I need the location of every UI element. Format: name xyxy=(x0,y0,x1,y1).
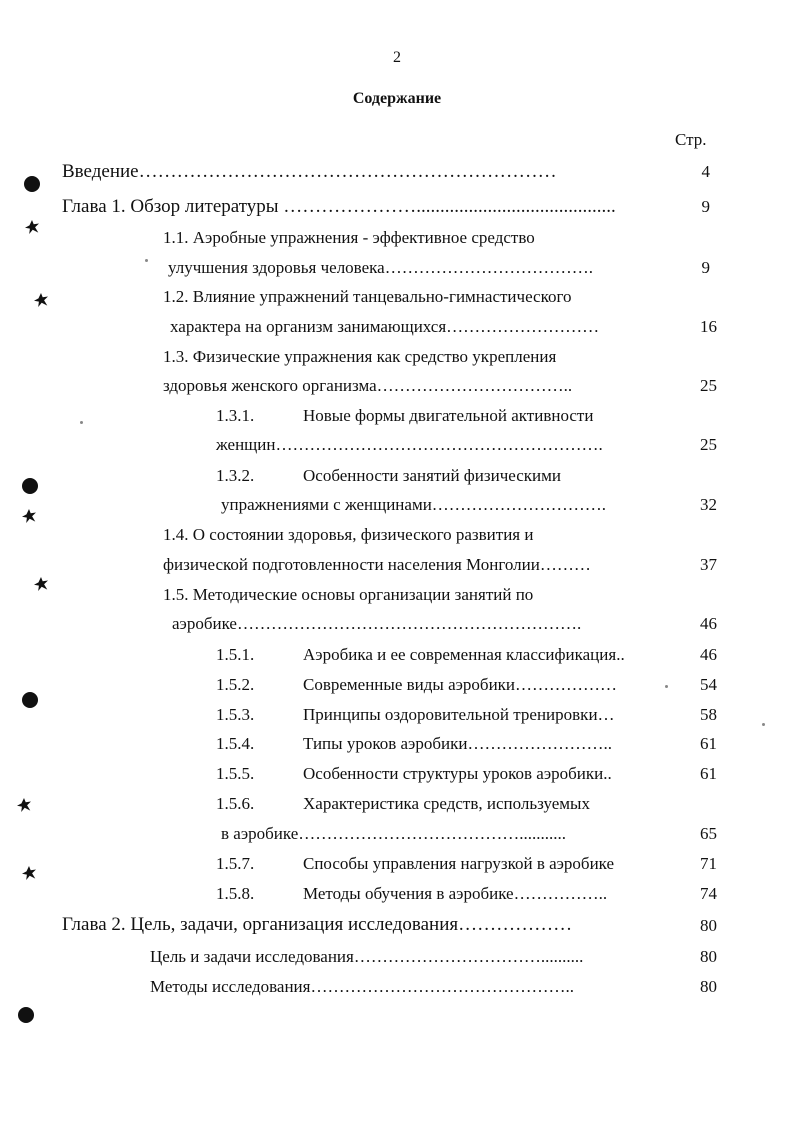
toc-entry-page: 25 xyxy=(700,376,717,395)
toc-entry-text: женщин…………………………………………………. xyxy=(216,435,603,454)
toc-entry-text: характера на организм занимающихся……………………… xyxy=(170,317,600,336)
page-number: 2 xyxy=(393,49,401,66)
toc-entry-text: Способы управления нагрузкой в аэробике xyxy=(303,854,615,873)
toc-entry-page: 80 xyxy=(700,947,717,966)
toc-entry-page: 46 xyxy=(700,645,717,664)
toc-entry-text: Глава 1. Обзор литературы ………………….......................................... xyxy=(62,196,616,217)
toc-entry-page: 25 xyxy=(700,435,717,454)
toc-entry-text: физической подготовленности населения Монголии……… xyxy=(163,555,591,574)
toc-entry-number: 1.5.1. xyxy=(216,645,255,664)
scan-blot-mark xyxy=(34,293,48,307)
toc-entry-text: Глава 2. Цель, задачи, организация исследования……………… xyxy=(62,914,573,935)
toc-entry-text: Методы обучения в аэробике…………….. xyxy=(303,884,608,903)
toc-entry-page: 54 xyxy=(700,675,717,694)
toc-entry-text: 1.5. Методические основы организации занятий по xyxy=(163,585,534,604)
toc-entry-page: 9 xyxy=(701,258,710,277)
toc-entry-text: Принципы оздоровительной тренировки… xyxy=(303,705,615,724)
toc-entry-text: Цель и задачи исследования…………………………….......... xyxy=(150,947,584,966)
toc-entry-text: Характеристика средств, используемых xyxy=(303,794,590,813)
scan-speck xyxy=(665,685,668,688)
toc-entry-number: 1.3.1. xyxy=(216,406,255,425)
toc-entry-page: 9 xyxy=(701,197,710,216)
toc-entry-text: Введение………………………………………………………… xyxy=(62,161,557,182)
punch-hole-mark xyxy=(22,478,38,494)
toc-entry-text: 1.4. О состоянии здоровья, физического развития и xyxy=(163,525,534,544)
toc-entry-page: 16 xyxy=(700,317,717,336)
punch-hole-mark xyxy=(24,176,40,192)
punch-hole-mark xyxy=(18,1007,34,1023)
toc-entry-page: 65 xyxy=(700,824,717,843)
scan-speck xyxy=(80,421,83,424)
toc-entry-text: аэробике……………………………………………………. xyxy=(172,614,582,633)
toc-entry-text: 1.3. Физические упражнения как средство укрепления xyxy=(163,347,557,366)
toc-entry-number: 1.5.4. xyxy=(216,734,255,753)
toc-entry-text: упражнениями с женщинами…………………………. xyxy=(221,495,607,514)
toc-entry-text: 1.1. Аэробные упражнения - эффективное средство xyxy=(163,228,535,247)
toc-entry-text: здоровья женского организма…………………………….. xyxy=(163,376,573,395)
toc-entry-number: 1.5.3. xyxy=(216,705,255,724)
scan-blot-mark xyxy=(34,577,48,591)
toc-entry-page: 46 xyxy=(700,614,717,633)
scan-speck xyxy=(762,723,765,726)
toc-entry-page: 4 xyxy=(701,162,710,181)
toc-entry-page: 71 xyxy=(700,854,717,873)
toc-entry-page: 74 xyxy=(700,884,717,903)
scan-speck xyxy=(145,259,148,262)
scan-blot-mark xyxy=(17,798,31,812)
toc-entry-text: Новые формы двигательной активности xyxy=(303,406,594,425)
toc-entry-page: 37 xyxy=(700,555,717,574)
toc-entry-text: Особенности структуры уроков аэробики.. xyxy=(303,764,612,783)
toc-entry-page: 61 xyxy=(700,734,717,753)
toc-entry-page: 61 xyxy=(700,764,717,783)
toc-entry-number: 1.5.8. xyxy=(216,884,255,903)
punch-hole-mark xyxy=(22,692,38,708)
toc-entry-text: 1.2. Влияние упражнений танцевально-гимнастического xyxy=(163,287,572,306)
toc-entry-page: 80 xyxy=(700,977,717,996)
toc-entry-number: 1.5.7. xyxy=(216,854,255,873)
toc-entry-number: 1.5.2. xyxy=(216,675,255,694)
toc-entry-page: 32 xyxy=(700,495,717,514)
scan-blot-mark xyxy=(25,220,39,234)
toc-entry-text: Особенности занятий физическими xyxy=(303,466,561,485)
toc-entry-page: 58 xyxy=(700,705,717,724)
toc-entry-text: Аэробика и ее современная классификация.. xyxy=(303,645,625,664)
toc-entry-number: 1.5.6. xyxy=(216,794,255,813)
toc-entry-text: улучшения здоровья человека………………………………. xyxy=(168,258,593,277)
toc-entry-text: Современные виды аэробики……………… xyxy=(303,675,618,694)
toc-entry-number: 1.5.5. xyxy=(216,764,255,783)
toc-entry-page: 80 xyxy=(700,916,717,935)
scan-blot-mark xyxy=(22,509,36,523)
toc-entry-text: Методы исследования……………………………………….. xyxy=(150,977,574,996)
page-column-label: Стр. xyxy=(675,130,707,149)
toc-entry-text: Типы уроков аэробики…………………….. xyxy=(303,734,612,753)
toc-entry-number: 1.3.2. xyxy=(216,466,255,485)
toc-entry-text: в аэробике…………………………………........... xyxy=(221,824,566,843)
scan-blot-mark xyxy=(22,866,36,880)
page-title: Содержание xyxy=(352,90,442,107)
